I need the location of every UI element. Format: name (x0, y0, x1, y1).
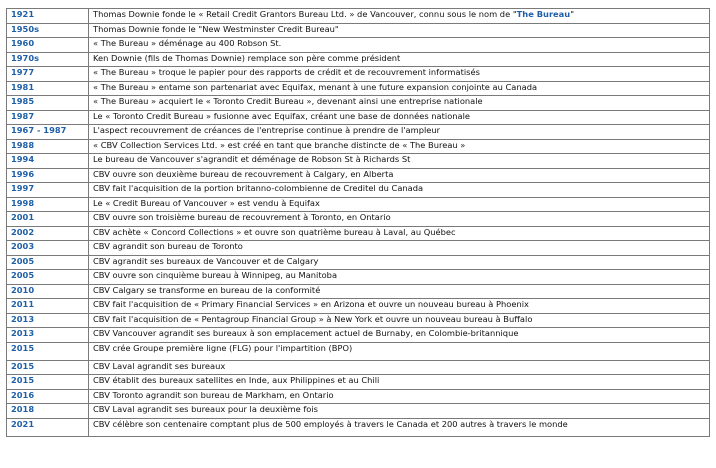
timeline-row (7, 67, 710, 82)
timeline-row (7, 241, 710, 256)
timeline-year: 1981 (7, 81, 89, 96)
timeline-description (89, 313, 710, 328)
timeline-year: 1987 (7, 110, 89, 125)
timeline-description-text: Thomas Downie fonde le « Retail Credit Grantors Bureau Ltd. » de Vancouver, connu sous le nom de " (93, 9, 517, 19)
timeline-description-text: CBV Laval agrandit ses bureaux (93, 360, 226, 371)
timeline-description (89, 375, 710, 390)
timeline-row (7, 197, 710, 212)
timeline-year: 1921 (7, 9, 89, 24)
timeline-description (89, 154, 710, 169)
timeline-description (89, 139, 710, 154)
timeline-row (7, 270, 710, 285)
timeline-description (89, 38, 710, 53)
timeline-description-text: Thomas Downie fonde le "New Westminster Credit Bureau" (93, 23, 339, 34)
timeline-year: 2005 (7, 270, 89, 285)
timeline-description-text: CBV ouvre son cinquième bureau à Winnipeg, au Manitoba (93, 270, 338, 280)
timeline-row (7, 125, 710, 140)
timeline-description (89, 183, 710, 198)
timeline-year: 2003 (7, 241, 89, 256)
timeline-description (89, 255, 710, 270)
timeline-row (7, 389, 710, 404)
timeline-description-text: CBV Toronto agrandit son bureau de Markham, en Ontario (93, 389, 334, 400)
timeline-description (89, 168, 710, 183)
timeline-row (7, 9, 710, 24)
timeline-row (7, 110, 710, 125)
timeline-description-text: CBV agrandit son bureau de Toronto (93, 241, 243, 251)
timeline-row (7, 168, 710, 183)
timeline-description-text: CBV fait l'acquisition de la portion britanno-colombienne de Creditel du Canada (93, 183, 424, 193)
timeline-year: 2015 (7, 360, 89, 375)
timeline-row (7, 183, 710, 198)
timeline-year: 1997 (7, 183, 89, 198)
timeline-description-text: CBV ouvre son deuxième bureau de recouvrement à Calgary, en Alberta (93, 168, 394, 179)
timeline-description (89, 9, 710, 24)
timeline-description-text: CBV fait l'acquisition de « Primary Financial Services » en Arizona et ouvre un nouveau bureau à Phoenix (93, 299, 529, 309)
timeline-year: 2011 (7, 299, 89, 314)
timeline-description (89, 299, 710, 314)
timeline-description-text: CBV Laval agrandit ses bureaux pour la deuxième fois (93, 404, 318, 414)
timeline-description (89, 67, 710, 82)
timeline-year: 1967 - 1987 (7, 125, 89, 140)
timeline-year: 2018 (7, 404, 89, 419)
timeline-row (7, 96, 710, 111)
timeline-row (7, 360, 710, 375)
timeline-year: 1977 (7, 67, 89, 82)
timeline-description (89, 404, 710, 419)
timeline-year: 2001 (7, 212, 89, 227)
timeline-description (89, 110, 710, 125)
timeline-description-text: Le « Credit Bureau of Vancouver » est vendu à Equifax (93, 197, 320, 208)
timeline-description (89, 212, 710, 227)
timeline-row (7, 342, 710, 360)
timeline-description-text: « The Bureau » acquiert le « Toronto Credit Bureau », devenant ainsi une entreprise nationale (93, 96, 483, 106)
timeline-row (7, 81, 710, 96)
timeline-year: 2015 (7, 375, 89, 390)
timeline-table (6, 8, 710, 437)
timeline-row (7, 226, 710, 241)
timeline-year: 2013 (7, 313, 89, 328)
timeline-description-text: CBV célèbre son centenaire comptant plus de 500 employés à travers le Canada et 200 autres à travers le monde (93, 418, 568, 429)
timeline-description-text: Le bureau de Vancouver s'agrandit et déménage de Robson St à Richards St (93, 154, 411, 164)
timeline-row (7, 299, 710, 314)
timeline-description (89, 270, 710, 285)
timeline-year: 2016 (7, 389, 89, 404)
timeline-year: 1996 (7, 168, 89, 183)
timeline-year: 1970s (7, 52, 89, 67)
timeline-description-text: « CBV Collection Services Ltd. » est créé en tant que branche distincte de « The Bureau » (93, 139, 466, 150)
timeline-row (7, 23, 710, 38)
timeline-description (89, 96, 710, 111)
timeline-year: 2002 (7, 226, 89, 241)
timeline-description (89, 241, 710, 256)
timeline-row (7, 313, 710, 328)
timeline-row (7, 154, 710, 169)
timeline-description-text: CBV ouvre son troisième bureau de recouvrement à Toronto, en Ontario (93, 212, 391, 222)
timeline-year: 1985 (7, 96, 89, 111)
timeline-description-text: CBV achète « Concord Collections » et ouvre son quatrième bureau à Laval, au Québec (93, 226, 456, 237)
timeline-row (7, 284, 710, 299)
timeline-description (89, 226, 710, 241)
timeline-description (89, 52, 710, 67)
timeline-row (7, 139, 710, 154)
timeline-year: 1998 (7, 197, 89, 212)
timeline-description-text: CBV Calgary se transforme en bureau de la conformité (93, 284, 321, 295)
timeline-description-text: L'aspect recouvrement de créances de l'entreprise continue à prendre de l'ampleur (93, 125, 441, 135)
timeline-description (89, 418, 710, 436)
timeline-description (89, 81, 710, 96)
timeline-year: 2005 (7, 255, 89, 270)
timeline-description (89, 342, 710, 360)
timeline-year: 2013 (7, 328, 89, 343)
timeline-description-text: Le « Toronto Credit Bureau » fusionne avec Equifax, créant une base de données nationale (93, 110, 471, 121)
timeline-row (7, 328, 710, 343)
timeline-description-text: CBV établit des bureaux satellites en Inde, aux Philippines et au Chili (93, 375, 380, 385)
timeline-description (89, 328, 710, 343)
timeline-year: 1950s (7, 23, 89, 38)
timeline-description-text: « The Bureau » entame son partenariat avec Equifax, menant à une future expansion conjointe au Canada (93, 81, 538, 92)
timeline-year: 2015 (7, 342, 89, 360)
timeline-description (89, 360, 710, 375)
timeline-year: 1988 (7, 139, 89, 154)
timeline-year: 2010 (7, 284, 89, 299)
timeline-description (89, 284, 710, 299)
timeline-description-text: « The Bureau » troque le papier pour des rapports de crédit et de recouvrement informatisés (93, 67, 480, 77)
timeline-row (7, 52, 710, 67)
timeline-description-suffix: " (570, 9, 575, 19)
timeline-body (7, 9, 710, 437)
timeline-description (89, 197, 710, 212)
timeline-description (89, 389, 710, 404)
timeline-highlight: The Bureau (516, 9, 571, 19)
timeline-description (89, 23, 710, 38)
timeline-row (7, 212, 710, 227)
timeline-description (89, 125, 710, 140)
timeline-description-text: CBV Vancouver agrandit ses bureaux à son emplacement actuel de Burnaby, en Colombie-britannique (93, 328, 519, 338)
timeline-row (7, 418, 710, 436)
timeline-description-text: CBV crée Groupe première ligne (FLG) pour l'impartition (BPO) (93, 342, 353, 353)
timeline-row (7, 404, 710, 419)
timeline-year: 1960 (7, 38, 89, 53)
timeline-description-text: « The Bureau » déménage au 400 Robson St. (93, 38, 282, 48)
timeline-description-text: Ken Downie (fils de Thomas Downie) remplace son père comme président (93, 52, 401, 63)
timeline-description-text: CBV fait l'acquisition de « Pentagroup Financial Group » à New York et ouvre un nouveau bureau à Buffalo (93, 313, 533, 324)
timeline-row (7, 375, 710, 390)
timeline-row (7, 255, 710, 270)
timeline-year: 2021 (7, 418, 89, 436)
timeline-row (7, 38, 710, 53)
timeline-description-text: CBV agrandit ses bureaux de Vancouver et de Calgary (93, 255, 319, 266)
timeline-year: 1994 (7, 154, 89, 169)
